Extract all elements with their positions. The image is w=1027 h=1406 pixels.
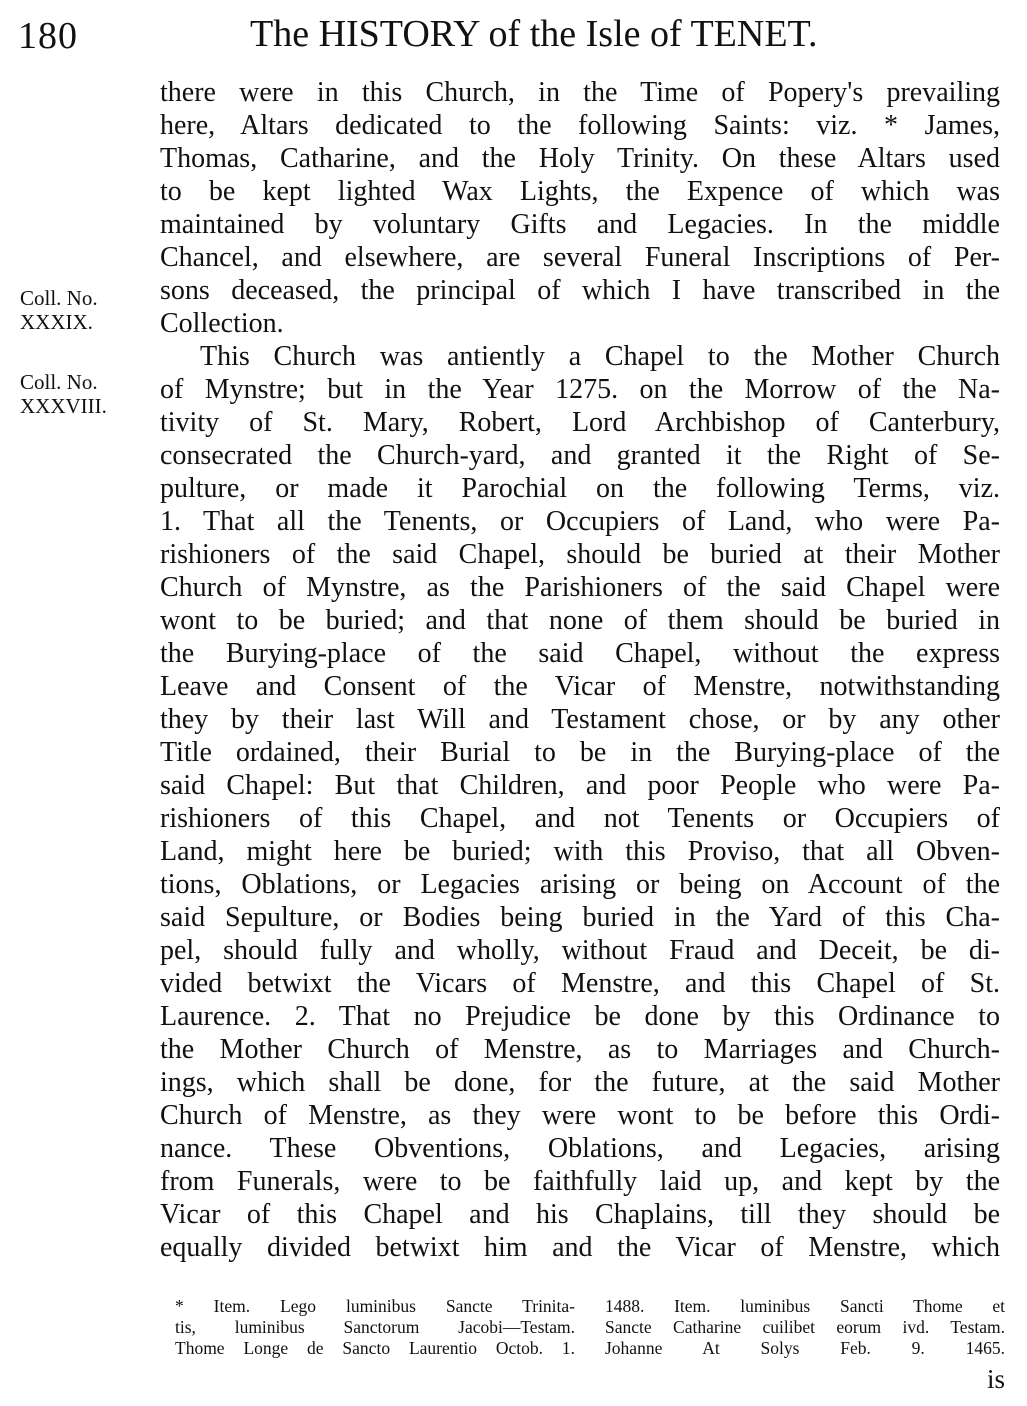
- text-line: said Chapel: But that Children, and poor People who were Pa-: [160, 770, 1000, 801]
- text-line: Vicar of this Chapel and his Chaplains, till they should be: [160, 1199, 1000, 1230]
- text-line: maintained by voluntary Gifts and Legacies. In the middle: [160, 209, 1000, 240]
- text-line: Chancel, and elsewhere, are several Funeral Inscriptions of Per-: [160, 242, 1000, 273]
- text-line: sons deceased, the principal of which I have transcribed in the: [160, 275, 1000, 306]
- text-line: This Church was antiently a Chapel to the Mother Church: [200, 341, 1000, 372]
- page-number: 180: [18, 15, 78, 57]
- footnote-line: tis, luminibus Sanctorum Jacobi—Testam.: [175, 1317, 575, 1337]
- text-line: 1. That all the Tenents, or Occupiers of Land, who were Pa-: [160, 506, 1000, 537]
- text-line: rishioners of the said Chapel, should be buried at their Mother: [160, 539, 1000, 570]
- text-line: equally divided betwixt him and the Vicar of Menstre, which: [160, 1232, 1000, 1263]
- footnote-line: * Item. Lego luminibus Sancte Trinita-: [175, 1296, 575, 1316]
- text-line: tions, Oblations, or Legacies arising or being on Account of the: [160, 869, 1000, 900]
- text-line: pulture, or made it Parochial on the following Terms, viz.: [160, 473, 1000, 504]
- catchword: is: [986, 1364, 1005, 1394]
- text-line: tivity of St. Mary, Robert, Lord Archbishop of Canterbury,: [160, 407, 1000, 438]
- text-line: Title ordained, their Burial to be in the Burying-place of the: [160, 737, 1000, 768]
- text-line: the Burying-place of the said Chapel, without the express: [160, 638, 1000, 669]
- footnote-left: [175, 1296, 575, 1359]
- footnote-line: Johanne At Solys Feb. 9. 1465.: [605, 1338, 1005, 1358]
- margin-note: Coll. No. XXXIX.: [20, 286, 98, 334]
- text-line: vided betwixt the Vicars of Menstre, and this Chapel of St.: [160, 968, 1000, 999]
- text-line: Laurence. 2. That no Prejudice be done by this Ordinance to: [160, 1001, 1000, 1032]
- text-line: the Mother Church of Menstre, as to Marriages and Church-: [160, 1034, 1000, 1065]
- text-line: pel, should fully and wholly, without Fraud and Deceit, be di-: [160, 935, 1000, 966]
- text-line: Land, might here be buried; with this Proviso, that all Obven-: [160, 836, 1000, 867]
- text-line: said Sepulture, or Bodies being buried in the Yard of this Cha-: [160, 902, 1000, 933]
- text-line: Thomas, Catharine, and the Holy Trinity. On these Altars used: [160, 143, 1000, 174]
- text-line: there were in this Church, in the Time of Popery's prevailing: [160, 77, 1000, 108]
- text-line: consecrated the Church-yard, and granted it the Right of Se-: [160, 440, 1000, 471]
- text-line: Church of Mynstre, as the Parishioners of the said Chapel were: [160, 572, 1000, 603]
- text-line: Church of Menstre, as they were wont to be before this Ordi-: [160, 1100, 1000, 1131]
- text-line: here, Altars dedicated to the following Saints: viz. * James,: [160, 110, 1000, 141]
- body-text: [160, 76, 1000, 1264]
- text-line: nance. These Obventions, Oblations, and Legacies, arising: [160, 1133, 1000, 1164]
- text-line: ings, which shall be done, for the future, at the said Mother: [160, 1067, 1000, 1098]
- text-line: Leave and Consent of the Vicar of Menstre, notwithstanding: [160, 671, 1000, 702]
- footnote-right: [605, 1296, 1005, 1359]
- text-line: they by their last Will and Testament chose, or by any other: [160, 704, 1000, 735]
- footnote-line: 1488. Item. luminibus Sancti Thome et: [605, 1296, 1005, 1316]
- text-line: to be kept lighted Wax Lights, the Expence of which was: [160, 176, 1000, 207]
- text-line: of Mynstre; but in the Year 1275. on the Morrow of the Na-: [160, 374, 1000, 405]
- text-line: rishioners of this Chapel, and not Tenents or Occupiers of: [160, 803, 1000, 834]
- text-line: Collection.: [160, 308, 284, 339]
- text-line: from Funerals, were to be faithfully laid up, and kept by the: [160, 1166, 1000, 1197]
- text-line: wont to be buried; and that none of them should be buried in: [160, 605, 1000, 636]
- margin-note: Coll. No. XXXVIII.: [20, 370, 107, 418]
- footnote-line: Sancte Catharine cuilibet eorum ivd. Testam.: [605, 1317, 1005, 1337]
- footnote-line: Thome Longe de Sancto Laurentio Octob. 1.: [175, 1338, 575, 1358]
- running-title: The HISTORY of the Isle of TENET.: [250, 13, 818, 55]
